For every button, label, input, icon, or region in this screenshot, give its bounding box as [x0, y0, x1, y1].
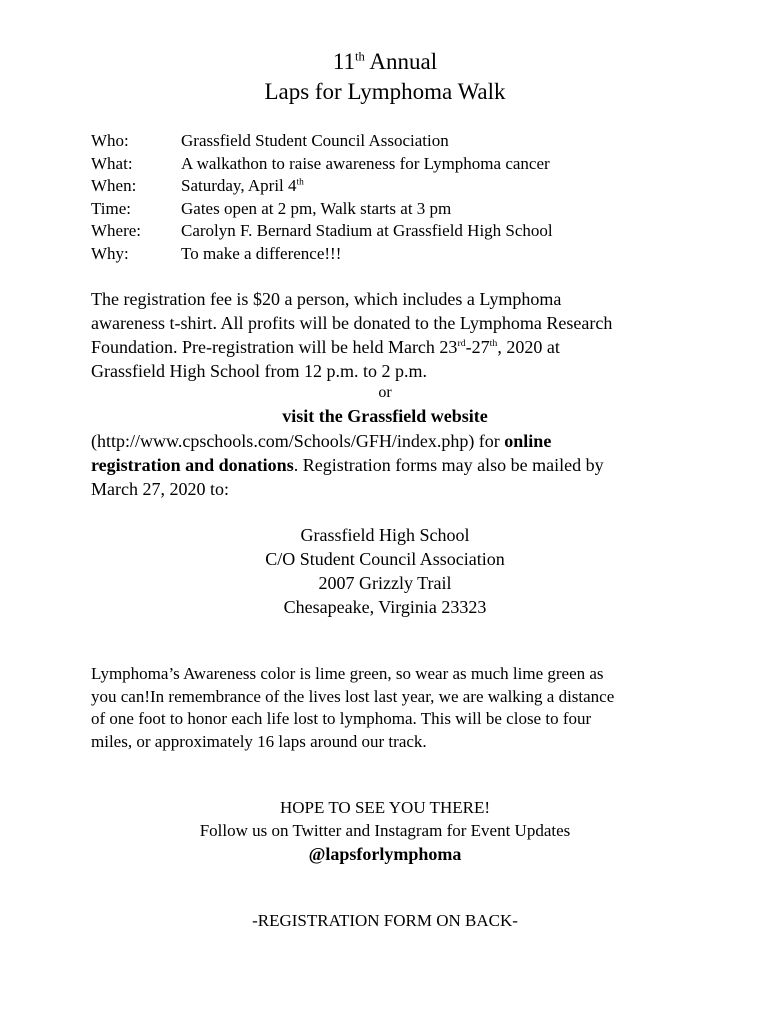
info-value: To make a difference!!!	[181, 243, 342, 263]
info-row-what	[91, 153, 711, 176]
address-line: C/O Student Council Association	[265, 549, 505, 569]
text-line	[91, 453, 691, 477]
info-label: Time:	[91, 198, 132, 218]
address-line: Grassfield High School	[300, 525, 470, 545]
title-ordinal: th	[355, 49, 365, 64]
text-line: Grassfield High School from 12 p.m. to 2 p.m.	[91, 361, 427, 381]
social-handle: @lapsforlymphoma	[308, 844, 462, 864]
text-line	[91, 429, 691, 453]
info-label: Who:	[91, 131, 129, 150]
text-run: , 2020 at	[497, 337, 560, 357]
ordinal: th	[489, 338, 498, 349]
info-row-why	[91, 243, 711, 266]
registration-paragraph	[91, 287, 691, 383]
visit-website-heading: visit the Grassfield website	[282, 406, 488, 426]
title-number: 11	[332, 49, 356, 74]
awareness-paragraph	[91, 663, 691, 753]
follow-line: Follow us on Twitter and Instagram for Event Updates	[199, 821, 571, 840]
text-line: of one foot to honor each life lost to lymphoma. This will be close to four	[91, 709, 592, 728]
address-line: 2007 Grizzly Trail	[318, 573, 452, 593]
text-line: Lymphoma’s Awareness color is lime green, so wear as much lime green as	[91, 664, 604, 683]
website-url-link[interactable]: (http://www.cpschools.com/Schools/GFH/index.php) for	[91, 431, 505, 451]
hope-heading: HOPE TO SEE YOU THERE!	[280, 798, 490, 817]
info-row-where	[91, 220, 711, 243]
when-date: Saturday, April 4	[181, 176, 297, 195]
text-line: The registration fee is $20 a person, which includes a Lymphoma	[91, 289, 562, 309]
title-annual	[0, 48, 770, 76]
ordinal: rd	[457, 338, 466, 349]
info-label: What:	[91, 153, 133, 173]
or-separator: or	[378, 384, 392, 401]
text-line	[91, 335, 691, 359]
info-value-when	[181, 175, 711, 198]
mailing-address	[0, 523, 770, 619]
text-line: you can!In remembrance of the lives lost last year, we are walking a distance	[91, 686, 615, 706]
online-registration-paragraph	[91, 429, 691, 501]
info-value: Carolyn F. Bernard Stadium at Grassfield High School	[181, 221, 553, 240]
text-line: awareness t-shirt. All profits will be donated to the Lymphoma Research	[91, 313, 613, 333]
info-row-who	[91, 130, 711, 153]
info-value: A walkathon to raise awareness for Lymphoma cancer	[181, 153, 550, 173]
bold-text: registration and donations	[91, 455, 294, 475]
text-run: Foundation. Pre-registration will be held March 23	[91, 337, 458, 357]
info-value: Grassfield Student Council Association	[181, 131, 449, 150]
info-row-when	[91, 175, 711, 198]
info-row-time	[91, 198, 711, 221]
info-label: Why:	[91, 243, 129, 263]
info-label: Where:	[91, 221, 142, 240]
text-line: miles, or approximately 16 laps around our track.	[91, 731, 427, 751]
page-title: Laps for Lymphoma Walk	[264, 79, 506, 104]
registration-form-note: -REGISTRATION FORM ON BACK-	[252, 911, 518, 930]
bold-text: online	[504, 431, 552, 451]
text-run: . Registration forms may also be mailed by	[293, 455, 604, 475]
when-ordinal: th	[296, 177, 304, 188]
address-line: Chesapeake, Virginia 23323	[283, 597, 487, 617]
title-annual-word: Annual	[364, 49, 438, 74]
info-label: When:	[91, 176, 137, 195]
text-run: -27	[465, 337, 490, 357]
event-info-list	[91, 130, 711, 265]
info-value: Gates open at 2 pm, Walk starts at 3 pm	[181, 198, 452, 218]
text-line: March 27, 2020 to:	[91, 479, 229, 499]
